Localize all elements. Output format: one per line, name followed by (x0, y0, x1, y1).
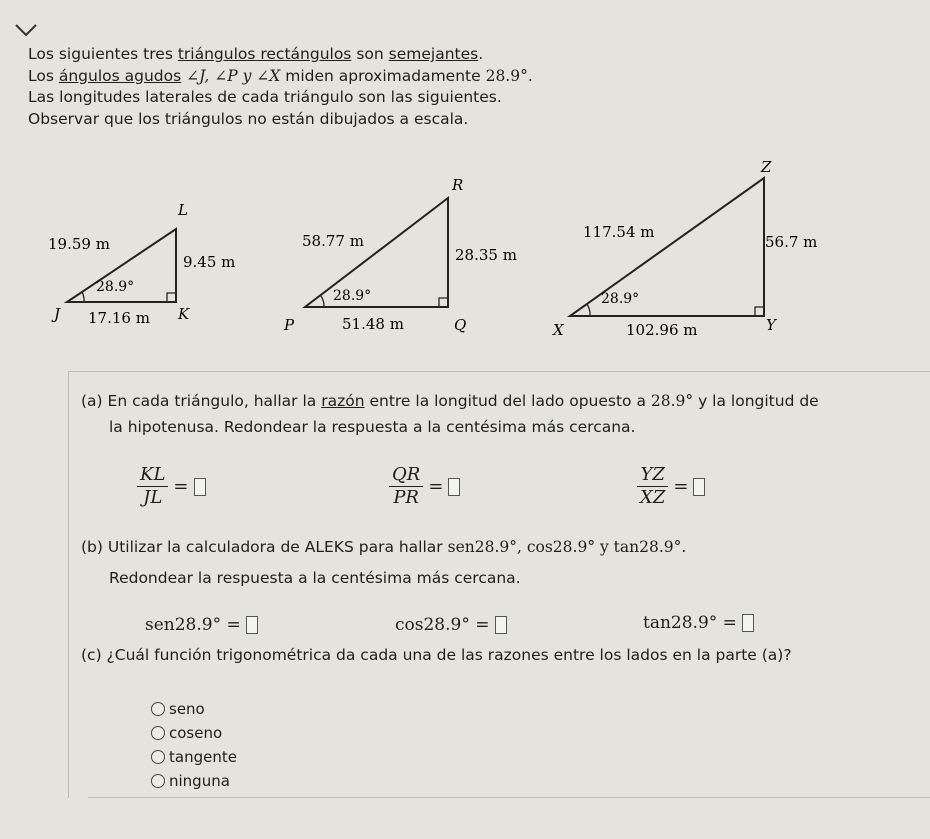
side-label-jl: 19.59 m (48, 235, 110, 253)
triangle-pqr-shape (305, 198, 448, 307)
ratio-denominator: PR (393, 487, 419, 508)
part-a-text: y la longitud de (693, 392, 819, 410)
part-c-question: (c) ¿Cuál función trigonométrica da cada una de las razones entre los lados en la parte (a)? (81, 646, 792, 664)
part-a-text: entre la longitud del lado opuesto a (364, 392, 651, 410)
triangles-figure (0, 150, 930, 350)
option-label: seno (169, 700, 205, 718)
intro-text: son (351, 45, 389, 63)
angle-value: 28.9° (650, 392, 694, 410)
ratio-denominator: JL (143, 487, 163, 508)
trig-functions-list: sen28.9°, cos28.9° y tan28.9°. (447, 538, 687, 556)
ratio-numerator: YZ (640, 464, 665, 485)
problem-intro (28, 44, 908, 130)
angle-label-j: 28.9° (96, 279, 135, 295)
equals-sign: = (673, 476, 689, 497)
angle-arc (82, 292, 84, 302)
intro-line-1 (28, 44, 908, 66)
radio-circle-icon[interactable] (151, 726, 165, 740)
ratio-denominator: XZ (640, 487, 666, 508)
option-ninguna[interactable] (151, 772, 230, 790)
triangle-xyz-shape (570, 178, 764, 316)
cos-label: cos28.9° = (395, 615, 490, 635)
sen-answer (145, 615, 258, 635)
side-label-xy: 102.96 m (626, 321, 698, 339)
angle-label-p: 28.9° (333, 288, 372, 304)
vertex-label-j: J (54, 305, 61, 323)
cos-answer (395, 615, 507, 635)
answer-input-kl-jl[interactable] (194, 478, 206, 496)
answer-input-cos[interactable] (495, 616, 507, 634)
radio-circle-icon[interactable] (151, 750, 165, 764)
intro-text: Los siguientes tres (28, 45, 178, 63)
intro-text: Los (28, 66, 59, 85)
vertex-label-z: Z (761, 158, 772, 176)
link-razon[interactable]: razón (321, 392, 365, 410)
ratio-yz-xz (637, 464, 705, 509)
answer-input-yz-xz[interactable] (693, 478, 705, 496)
side-label-yz: 56.7 m (765, 233, 818, 251)
intro-text: miden aproximadamente (280, 66, 486, 85)
link-triangulos-rectangulos[interactable]: triángulos rectángulos (177, 45, 352, 63)
side-label-xz: 117.54 m (583, 223, 655, 241)
intro-line-3: Las longitudes laterales de cada triángulo son las siguientes. (28, 88, 502, 106)
right-angle-mark (755, 307, 764, 316)
part-b-line-2: Redondear la respuesta a la centésima más cercana. (109, 569, 521, 587)
radio-circle-icon[interactable] (151, 774, 165, 788)
vertex-label-l: L (178, 201, 188, 219)
option-coseno[interactable] (151, 724, 222, 742)
vertex-label-k: K (178, 305, 190, 323)
side-label-kl: 9.45 m (183, 253, 236, 271)
triangle-pqr (283, 176, 517, 334)
intro-text: . (527, 66, 533, 85)
ratio-kl-jl (137, 464, 206, 509)
part-a-line-2: la hipotenusa. Redondear la respuesta a la centésima más cercana. (109, 418, 636, 436)
collapse-chevron-icon[interactable] (14, 22, 38, 41)
ratio-numerator: KL (140, 464, 166, 485)
intro-text: . (478, 45, 484, 63)
vertex-label-q: Q (454, 316, 467, 334)
part-b-text: (b) Utilizar la calculadora de ALEKS para hallar (81, 538, 448, 556)
vertex-label-r: R (452, 176, 464, 194)
equals-sign: = (173, 476, 189, 497)
part-b-line-1 (81, 538, 686, 556)
angle-arc (321, 296, 324, 307)
link-semejantes[interactable]: semejantes (388, 45, 479, 63)
option-seno[interactable] (151, 700, 205, 718)
sen-label: sen28.9° = (145, 615, 241, 635)
tan-label: tan28.9° = (643, 613, 737, 633)
side-label-pr: 58.77 m (302, 232, 364, 250)
side-label-jk: 17.16 m (88, 309, 150, 327)
angle-arc (587, 304, 590, 316)
question-panel (68, 371, 930, 798)
vertex-label-p: P (284, 316, 295, 334)
intro-line-2 (28, 66, 908, 88)
angles-list: ∠J, ∠P y ∠X (181, 66, 281, 85)
triangle-jkl (48, 201, 235, 327)
part-a-line-1 (81, 392, 819, 410)
triangle-xyz (552, 158, 817, 339)
intro-line-4: Observar que los triángulos no están dibujados a escala. (28, 109, 469, 128)
option-label: ninguna (169, 772, 230, 790)
angle-value: 28.9° (485, 66, 528, 85)
answer-input-tan[interactable] (742, 614, 754, 632)
answer-input-qr-pr[interactable] (448, 478, 460, 496)
angle-label-x: 28.9° (601, 291, 640, 307)
side-label-pq: 51.48 m (342, 315, 404, 333)
part-a-text: (a) En cada triángulo, hallar la (81, 392, 322, 410)
right-angle-mark (439, 298, 448, 307)
vertex-label-x: X (553, 321, 564, 339)
link-angulos-agudos[interactable]: ángulos agudos (58, 66, 182, 85)
ratio-qr-pr (389, 464, 460, 509)
option-label: coseno (169, 724, 223, 742)
vertex-label-y: Y (766, 316, 776, 334)
side-label-qr: 28.35 m (455, 246, 517, 264)
radio-circle-icon[interactable] (151, 702, 165, 716)
right-angle-mark (167, 293, 176, 302)
option-tangente[interactable] (151, 748, 237, 766)
option-label: tangente (169, 748, 237, 766)
tan-answer (643, 613, 754, 633)
ratio-numerator: QR (392, 464, 421, 485)
answer-input-sen[interactable] (246, 616, 258, 634)
equals-sign: = (428, 476, 444, 497)
panel-bottom-divider (88, 797, 930, 798)
